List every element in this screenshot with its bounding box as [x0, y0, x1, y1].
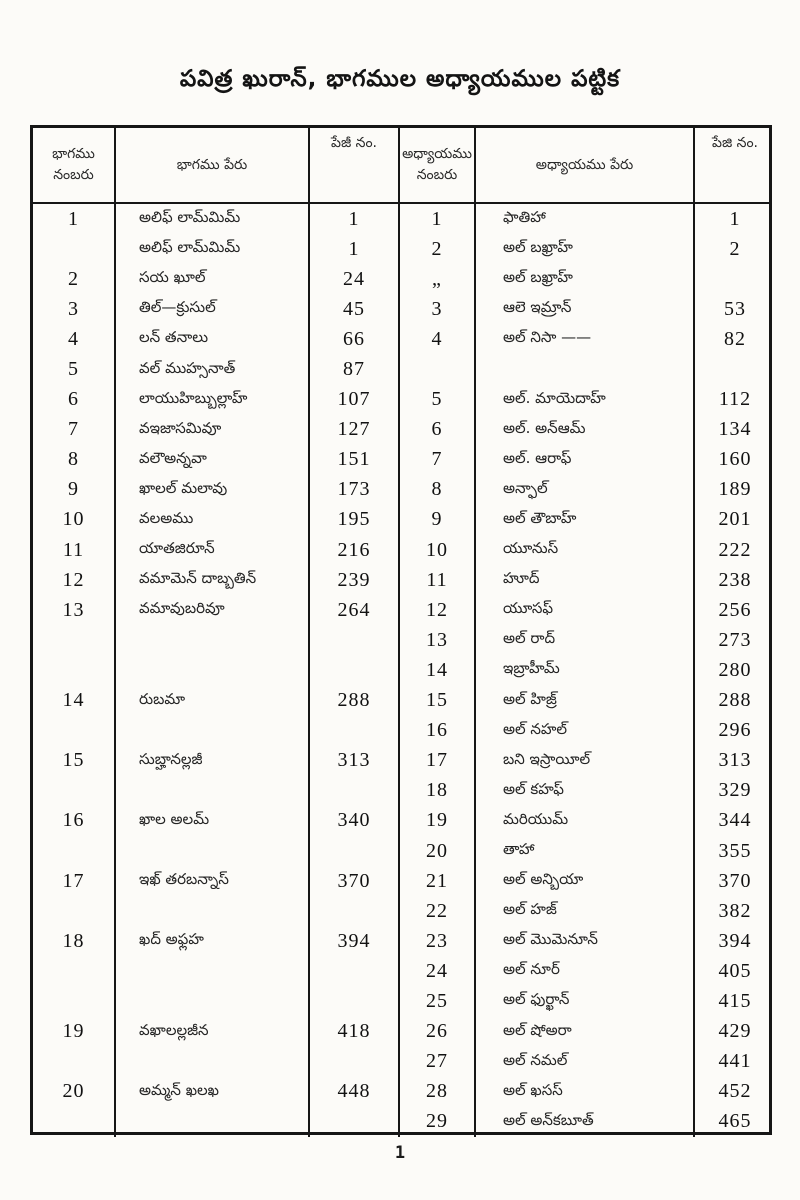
part-name-cell — [116, 716, 310, 746]
part-number-cell — [33, 1047, 116, 1077]
chapter-number-cell: 17 — [400, 746, 476, 776]
part-name-cell — [116, 836, 310, 866]
part-page-cell: 264 — [310, 595, 400, 625]
chapter-number-cell: 19 — [400, 806, 476, 836]
part-page-cell — [310, 716, 400, 746]
part-number-cell — [33, 836, 116, 866]
part-page-cell: 418 — [310, 1017, 400, 1047]
part-number-cell: 17 — [33, 866, 116, 896]
chapter-name-cell: బని ఇస్రాయీల్ — [476, 746, 695, 776]
chapter-page-cell: 394 — [718, 929, 752, 952]
chapter-number-cell: 20 — [400, 836, 476, 866]
chapter-name-cell: ఫాతిహా — [476, 204, 695, 234]
part-page-cell: 45 — [310, 294, 400, 324]
header-chapter-name: అధ్యాయము పేరు — [476, 128, 695, 202]
chapter-page-cell: 256 — [718, 598, 752, 621]
chapter-name-cell: హూద్ — [476, 565, 695, 595]
chapter-name-cell: ఇబ్రాహీమ్ — [476, 655, 695, 685]
part-page-cell: 66 — [310, 324, 400, 354]
chapter-number-cell: 15 — [400, 686, 476, 716]
chapter-page-cell: 238 — [718, 568, 752, 591]
chapter-name-cell: అల్ నమల్ — [476, 1047, 695, 1077]
part-number-cell — [33, 716, 116, 746]
header-part-page: పేజీ నం. — [310, 128, 400, 202]
part-name-cell — [116, 625, 310, 655]
chapter-name-cell: ఆలె ఇమ్రాన్ — [476, 294, 695, 324]
part-page-cell: 216 — [310, 535, 400, 565]
part-page-cell: 127 — [310, 415, 400, 445]
part-number-cell: 1 — [33, 204, 116, 234]
chapter-page-cell: 53 — [724, 297, 746, 320]
chapter-page-cell — [695, 354, 775, 384]
part-number-cell — [33, 655, 116, 685]
part-name-cell — [116, 655, 310, 685]
chapter-name-cell: అల్ అన్‌కబూత్ — [476, 1107, 695, 1137]
chapter-name-cell: తాహా — [476, 836, 695, 866]
chapter-name-cell: అల్ హిజ్ర్ — [476, 686, 695, 716]
part-number-cell: 10 — [33, 505, 116, 535]
part-name-cell: సయ ఖూల్ — [116, 264, 310, 294]
chapter-name-cell: అల్ ఫుర్ఖాన్ — [476, 986, 695, 1016]
chapter-number-cell: 29 — [400, 1107, 476, 1137]
chapter-page-cell: 415 — [718, 989, 752, 1012]
chapter-name-cell: అల్ షోఅరా — [476, 1017, 695, 1047]
part-page-cell: 24 — [310, 264, 400, 294]
chapter-number-cell: 9 — [400, 505, 476, 535]
part-page-cell: 1 — [310, 234, 400, 264]
chapter-page-cell: 329 — [718, 779, 752, 802]
chapter-number-cell: 23 — [400, 926, 476, 956]
chapter-page-cell: 465 — [718, 1110, 752, 1133]
part-number-cell: 2 — [33, 264, 116, 294]
part-page-cell: 394 — [310, 926, 400, 956]
table-header-row — [33, 128, 769, 204]
part-page-cell: 107 — [310, 385, 400, 415]
part-name-cell: వలౌఅన్నవా — [116, 445, 310, 475]
footer-page-number: 1 — [394, 1143, 406, 1163]
part-name-cell: వలఅము — [116, 505, 310, 535]
part-name-cell: అలిఫ్ లామ్‌మిమ్ — [116, 234, 310, 264]
chapter-name-cell: మరియుమ్ — [476, 806, 695, 836]
chapter-page-cell: 134 — [718, 418, 752, 441]
chapter-page-cell: 429 — [718, 1020, 752, 1043]
chapter-number-cell: 26 — [400, 1017, 476, 1047]
part-name-cell: లన్ తనాలు — [116, 324, 310, 354]
part-number-cell: 6 — [33, 385, 116, 415]
part-name-cell: వఖాలల్లజీన — [116, 1017, 310, 1047]
chapter-number-cell: 6 — [400, 415, 476, 445]
chapter-name-cell: అల్ నహల్ — [476, 716, 695, 746]
chapter-number-cell: 8 — [400, 475, 476, 505]
table-body — [33, 204, 769, 1137]
part-number-cell: 4 — [33, 324, 116, 354]
chapter-page-cell: 344 — [718, 809, 752, 832]
chapter-name-cell: అల్ బఖ్రాహ్ — [476, 264, 695, 294]
chapter-page-cell: 288 — [718, 689, 752, 712]
chapter-number-cell: 7 — [400, 445, 476, 475]
chapter-number-cell: 25 — [400, 986, 476, 1016]
chapter-name-cell — [476, 354, 695, 384]
part-page-cell: 87 — [310, 354, 400, 384]
chapter-name-cell: అన్ఫాల్ — [476, 475, 695, 505]
part-name-cell — [116, 776, 310, 806]
chapter-page-cell: 313 — [718, 749, 752, 772]
part-page-cell: 1 — [310, 204, 400, 234]
page-title: పవిత్ర ఖురాన్, భాగముల అధ్యాయముల పట్టిక — [179, 66, 621, 92]
part-number-cell — [33, 956, 116, 986]
part-page-cell: 313 — [310, 746, 400, 776]
part-number-cell — [33, 625, 116, 655]
chapter-name-cell: అల్ నూర్ — [476, 956, 695, 986]
chapter-number-cell: 10 — [400, 535, 476, 565]
part-page-cell — [310, 986, 400, 1016]
chapter-page-cell: 222 — [718, 538, 752, 561]
chapter-number-cell: 21 — [400, 866, 476, 896]
part-number-cell: 20 — [33, 1077, 116, 1107]
part-page-cell — [310, 1107, 400, 1137]
chapter-page-cell: 452 — [718, 1080, 752, 1103]
part-number-cell: 18 — [33, 926, 116, 956]
part-page-cell — [310, 625, 400, 655]
chapter-page-cell: 160 — [718, 448, 752, 471]
toc-table — [30, 125, 772, 1135]
part-name-cell: వల్ ముహ్సనాత్ — [116, 354, 310, 384]
part-number-cell — [33, 234, 116, 264]
part-number-cell: 12 — [33, 565, 116, 595]
chapter-name-cell: యూసఫ్ — [476, 595, 695, 625]
chapter-name-cell: అల్ హజ్ — [476, 896, 695, 926]
part-page-cell: 173 — [310, 475, 400, 505]
part-page-cell — [310, 655, 400, 685]
chapter-page-cell: 296 — [718, 719, 752, 742]
header-chapter-page: పేజి నం. — [711, 135, 758, 151]
chapter-name-cell: అల్ మొమెనూన్ — [476, 926, 695, 956]
part-name-cell: వమావుబరివూ — [116, 595, 310, 625]
part-number-cell: 8 — [33, 445, 116, 475]
part-page-cell: 195 — [310, 505, 400, 535]
chapter-page-cell: 441 — [718, 1050, 752, 1073]
part-page-cell — [310, 956, 400, 986]
part-number-cell: 15 — [33, 746, 116, 776]
part-name-cell: వఇజాసమివూ — [116, 415, 310, 445]
part-page-cell: 340 — [310, 806, 400, 836]
header-chapter-number: అధ్యాయము నంబరు — [400, 128, 476, 202]
chapter-number-cell: „ — [400, 264, 476, 294]
chapter-name-cell: అల్. అన్ఆమ్ — [476, 415, 695, 445]
chapter-page-cell: 273 — [718, 628, 752, 651]
chapter-number-cell: 27 — [400, 1047, 476, 1077]
chapter-page-cell: 405 — [718, 959, 752, 982]
part-number-cell — [33, 1107, 116, 1137]
part-number-cell: 19 — [33, 1017, 116, 1047]
chapter-name-cell: అల్. ఆరాఫ్ — [476, 445, 695, 475]
header-part-number: భాగము నంబరు — [33, 128, 116, 202]
part-name-cell: అలిఫ్ లామ్‌మిమ్ — [116, 204, 310, 234]
part-page-cell: 370 — [310, 866, 400, 896]
part-name-cell: సుబ్హానల్లజీ — [116, 746, 310, 776]
part-name-cell — [116, 956, 310, 986]
chapter-name-cell: అల్ రాద్ — [476, 625, 695, 655]
part-name-cell: తిల్—క్రుసుల్ — [116, 294, 310, 324]
part-name-cell — [116, 1107, 310, 1137]
part-page-cell: 288 — [310, 686, 400, 716]
part-number-cell: 3 — [33, 294, 116, 324]
chapter-name-cell: అల్ నిసా —— — [476, 324, 695, 354]
chapter-page-cell: 2 — [729, 237, 741, 260]
chapter-page-cell: 370 — [718, 869, 752, 892]
part-page-cell: 448 — [310, 1077, 400, 1107]
chapter-page-cell: 82 — [724, 327, 746, 350]
chapter-page-cell: 382 — [718, 899, 752, 922]
chapter-number-cell: 5 — [400, 385, 476, 415]
chapter-number-cell: 2 — [400, 234, 476, 264]
chapter-number-cell: 13 — [400, 625, 476, 655]
chapter-page-cell: 112 — [718, 388, 752, 411]
part-number-cell — [33, 776, 116, 806]
part-name-cell: ఖాల అలమ్ — [116, 806, 310, 836]
part-name-cell: ఖాలల్ మలావు — [116, 475, 310, 505]
chapter-number-cell — [400, 354, 476, 384]
part-number-cell: 11 — [33, 535, 116, 565]
chapter-number-cell: 18 — [400, 776, 476, 806]
chapter-number-cell: 28 — [400, 1077, 476, 1107]
chapter-name-cell: అల్ బఖ్రాహ్ — [476, 234, 695, 264]
part-number-cell: 7 — [33, 415, 116, 445]
chapter-number-cell: 4 — [400, 324, 476, 354]
part-name-cell: ఖద్ అఫ్లహ — [116, 926, 310, 956]
part-number-cell — [33, 986, 116, 1016]
part-page-cell — [310, 896, 400, 926]
chapter-name-cell: అల్ తౌబాహ్ — [476, 505, 695, 535]
chapter-number-cell: 14 — [400, 655, 476, 685]
part-number-cell: 13 — [33, 595, 116, 625]
chapter-number-cell: 12 — [400, 595, 476, 625]
part-name-cell: అమ్మన్ ఖలఖ — [116, 1077, 310, 1107]
header-part-name: భాగము పేరు — [116, 128, 310, 202]
part-page-cell — [310, 836, 400, 866]
part-number-cell: 5 — [33, 354, 116, 384]
chapter-name-cell: అల్ ఖసస్ — [476, 1077, 695, 1107]
part-number-cell: 9 — [33, 475, 116, 505]
part-page-cell: 239 — [310, 565, 400, 595]
part-number-cell — [33, 896, 116, 926]
chapter-name-cell: అల్. మాయెదాహ్ — [476, 385, 695, 415]
part-name-cell — [116, 986, 310, 1016]
chapter-number-cell: 22 — [400, 896, 476, 926]
part-name-cell — [116, 896, 310, 926]
chapter-number-cell: 3 — [400, 294, 476, 324]
part-page-cell — [310, 776, 400, 806]
part-name-cell: వమామెన్ దాబ్బతిన్ — [116, 565, 310, 595]
chapter-page-cell: 355 — [718, 839, 752, 862]
part-number-cell: 14 — [33, 686, 116, 716]
chapter-name-cell: అల్ కహఫ్ — [476, 776, 695, 806]
chapter-page-cell: 201 — [718, 508, 752, 531]
part-name-cell: యాతజిరూన్ — [116, 535, 310, 565]
chapter-page-cell: 189 — [718, 478, 752, 501]
chapter-number-cell: 1 — [400, 204, 476, 234]
part-name-cell: ఇఖ్ తరబన్నాస్ — [116, 866, 310, 896]
chapter-number-cell: 11 — [400, 565, 476, 595]
part-name-cell: రుబమా — [116, 686, 310, 716]
chapter-page-cell: 280 — [718, 658, 752, 681]
part-number-cell: 16 — [33, 806, 116, 836]
chapter-number-cell: 24 — [400, 956, 476, 986]
part-name-cell — [116, 1047, 310, 1077]
chapter-page-cell: 1 — [729, 207, 741, 230]
chapter-number-cell: 16 — [400, 716, 476, 746]
chapter-name-cell: యూనుస్ — [476, 535, 695, 565]
chapter-name-cell: అల్ అన్బియా — [476, 866, 695, 896]
chapter-page-cell — [695, 264, 775, 294]
part-name-cell: లాయుహిబ్బుల్లాహ్ — [116, 385, 310, 415]
part-page-cell: 151 — [310, 445, 400, 475]
part-page-cell — [310, 1047, 400, 1077]
